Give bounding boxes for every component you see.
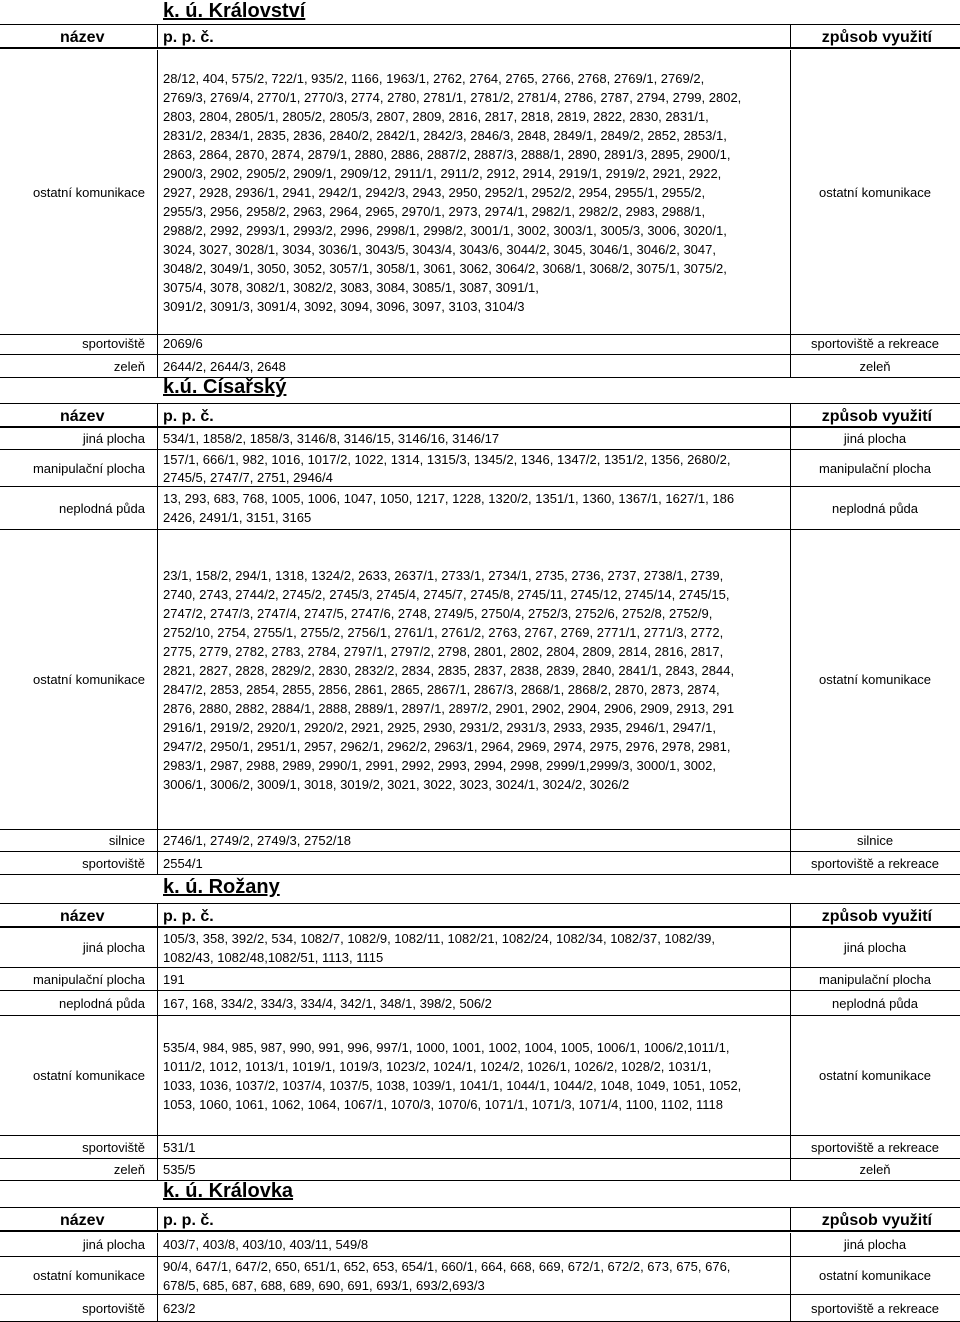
section-title: k. ú. Království (163, 0, 306, 22)
parcel-line: 2988/2, 2992, 2993/1, 2993/2, 2996, 2998/1, 2998/2, 3001/1, 3002, 3003/1, 3005/3, 3006, 3020/1, (163, 222, 727, 238)
column-divider (157, 1257, 158, 1294)
row-parcels (163, 530, 803, 829)
table-row (0, 830, 960, 852)
column-divider (790, 450, 791, 486)
row-usage: ostatní komunikace (818, 672, 931, 687)
row-name: manipulační plocha (32, 971, 145, 987)
column-divider (790, 991, 791, 1015)
parcel-line: 2554/1 (163, 855, 203, 871)
row-parcels (163, 852, 803, 874)
column-divider (790, 50, 791, 334)
parcel-line: 2752/10, 2754, 2755/1, 2755/2, 2756/1, 2761/1, 2761/2, 2763, 2767, 2769, 2771/1, 2771/3, 2772, (163, 624, 724, 640)
column-divider (790, 1136, 791, 1158)
header-name: název (60, 29, 105, 46)
row-parcels (163, 1016, 803, 1135)
column-divider (157, 333, 158, 354)
parcel-line: 2746/1, 2749/2, 2749/3, 2752/18 (163, 833, 351, 848)
parcel-line: 3091/2, 3091/3, 3091/4, 3092, 3094, 3096, 3097, 3103, 3104/3 (163, 298, 525, 314)
column-divider (790, 1016, 791, 1135)
column-divider (157, 1233, 158, 1256)
row-name: jiná plocha (82, 1237, 145, 1252)
column-divider (157, 968, 158, 990)
header-parcels: p. p. č. (163, 1212, 214, 1229)
row-usage: zeleň (859, 358, 891, 374)
column-divider (157, 530, 158, 829)
table-header (0, 24, 960, 49)
row-parcels (163, 1257, 803, 1294)
row-name: neplodná půda (58, 995, 145, 1011)
parcel-line: 2831/2, 2834/1, 2835, 2836, 2840/2, 2842/1, 2842/3, 2846/3, 2848, 2849/1, 2849/2, 2852, 2853/1, (163, 127, 727, 143)
parcel-line: 167, 168, 334/2, 334/3, 334/4, 342/1, 348/1, 398/2, 506/2 (163, 995, 492, 1011)
parcel-line: 28/12, 404, 575/2, 722/1, 935/2, 1166, 1963/1, 2762, 2764, 2765, 2766, 2768, 2769/1, 2769/2, (163, 70, 705, 86)
table-row (0, 530, 960, 830)
column-divider (157, 428, 158, 449)
column-divider (157, 50, 158, 334)
section-title: k. ú. Rožany (163, 876, 280, 898)
row-parcels (163, 968, 803, 990)
row-name: sportoviště (82, 1300, 145, 1316)
table-row (0, 1257, 960, 1295)
column-divider (157, 487, 158, 529)
parcel-line: 534/1, 1858/2, 1858/3, 3146/8, 3146/15, 3146/16, 3146/17 (163, 431, 500, 446)
column-divider (790, 428, 791, 449)
parcel-line: 2947/2, 2950/1, 2951/1, 2957, 2962/1, 2962/2, 2963/1, 2964, 2969, 2974, 2975, 2976, 2978, 2981, (163, 738, 731, 754)
parcel-line: 2916/1, 2919/2, 2920/1, 2920/2, 2921, 2925, 2930, 2931/2, 2931/3, 2933, 2935, 2946/1, 2947/1, (163, 719, 716, 735)
table-row (0, 1159, 960, 1181)
parcel-line: 623/2 (163, 1300, 196, 1316)
row-parcels (163, 1295, 803, 1321)
row-name: ostatní komunikace (32, 1268, 145, 1283)
column-divider (157, 830, 158, 851)
row-usage: sportoviště a rekreace (811, 1300, 939, 1316)
row-parcels (163, 928, 803, 967)
parcel-line: 1082/43, 1082/48,1082/51, 1113, 1115 (163, 949, 384, 965)
row-parcels (163, 333, 803, 354)
row-name: ostatní komunikace (32, 672, 145, 687)
table-row (0, 852, 960, 875)
parcel-line: 2803, 2804, 2805/1, 2805/2, 2805/3, 2807, 2809, 2816, 2817, 2818, 2819, 2822, 2830, 2831/1, (163, 108, 709, 124)
row-parcels (163, 355, 803, 377)
parcel-line: 191 (163, 971, 185, 987)
column-divider (790, 904, 791, 926)
table-header (0, 403, 960, 428)
column-divider (790, 1208, 791, 1230)
row-name: ostatní komunikace (32, 184, 145, 200)
table-row (0, 928, 960, 968)
header-usage: způsob využití (821, 908, 932, 925)
section-title: k. ú. Královka (163, 1180, 294, 1202)
column-divider (157, 25, 158, 47)
table-row (0, 1136, 960, 1159)
column-divider (790, 404, 791, 426)
table-row (0, 1233, 960, 1257)
column-divider (790, 1159, 791, 1180)
row-usage: ostatní komunikace (818, 1068, 931, 1083)
column-divider (157, 1295, 158, 1321)
parcel-line: 2747/2, 2747/3, 2747/4, 2747/5, 2747/6, 2748, 2749/5, 2750/4, 2752/3, 2752/6, 2752/8, 2752/9, (163, 605, 713, 621)
column-divider (790, 487, 791, 529)
parcel-line: 2955/3, 2956, 2958/2, 2963, 2964, 2965, 2970/1, 2973, 2974/1, 2982/1, 2982/2, 2983, 2988/1, (163, 203, 706, 219)
column-divider (157, 1208, 158, 1230)
column-divider (790, 968, 791, 990)
row-name: jiná plocha (82, 431, 145, 446)
parcel-line: 3024, 3027, 3028/1, 3034, 3036/1, 3043/5, 3043/4, 3043/6, 3044/2, 3045, 3046/1, 3046/2, 3047, (163, 241, 716, 257)
parcel-line: 2769/3, 2769/4, 2770/1, 2770/3, 2774, 2780, 2781/1, 2781/2, 2781/4, 2786, 2787, 2794, 2799, 2802, (163, 89, 742, 105)
column-divider (157, 904, 158, 926)
parcel-line: 105/3, 358, 392/2, 534, 1082/7, 1082/9, 1082/11, 1082/21, 1082/24, 1082/34, 1082/37, 1082/39, (163, 930, 716, 946)
row-usage: sportoviště a rekreace (811, 1139, 939, 1155)
column-divider (157, 928, 158, 967)
table-row (0, 355, 960, 378)
header-usage: způsob využití (821, 29, 932, 46)
row-usage: neplodná půda (831, 995, 919, 1011)
table-row (0, 1016, 960, 1136)
row-usage: ostatní komunikace (818, 184, 931, 200)
row-name: zeleň (113, 1162, 145, 1177)
column-divider (157, 1159, 158, 1180)
column-divider (790, 928, 791, 967)
column-divider (790, 852, 791, 874)
parcel-line: 2426, 2491/1, 3151, 3165 (163, 510, 312, 525)
column-divider (790, 530, 791, 829)
column-divider (790, 1257, 791, 1294)
parcel-line: 531/1 (163, 1139, 196, 1155)
column-divider (157, 355, 158, 377)
parcel-line: 535/5 (163, 1162, 196, 1177)
row-parcels (163, 991, 803, 1015)
table-row (0, 50, 960, 335)
row-name: neplodná půda (58, 500, 145, 516)
parcel-line: 90/4, 647/1, 647/2, 650, 651/1, 652, 653, 654/1, 660/1, 664, 668, 669, 672/1, 672/2, 673, 675, 676, (163, 1259, 731, 1274)
parcel-line: 2069/6 (163, 336, 203, 351)
parcel-line: 2847/2, 2853, 2854, 2855, 2856, 2861, 2865, 2867/1, 2867/3, 2868/1, 2868/2, 2870, 2873, 2874, (163, 681, 720, 697)
parcel-line: 1033, 1036, 1037/2, 1037/4, 1037/5, 1038, 1039/1, 1041/1, 1044/1, 1044/2, 1048, 1049, 1051, 1052, (163, 1077, 742, 1093)
parcel-line: 13, 293, 683, 768, 1005, 1006, 1047, 1050, 1217, 1228, 1320/2, 1351/1, 1360, 1367/1, 1627/1, 186 (163, 491, 735, 506)
table-row (0, 487, 960, 530)
column-divider (157, 1136, 158, 1158)
row-parcels (163, 450, 803, 486)
parcel-line: 1011/2, 1012, 1013/1, 1019/1, 1019/3, 1023/2, 1024/1, 1024/2, 1026/1, 1026/2, 1028/2, 1031/1, (163, 1058, 712, 1074)
header-parcels: p. p. č. (163, 29, 214, 46)
row-parcels (163, 487, 803, 529)
row-usage: sportoviště a rekreace (811, 855, 939, 871)
parcel-line: 2876, 2880, 2882, 2884/1, 2888, 2889/1, 2897/1, 2897/2, 2901, 2902, 2904, 2906, 2909, 2913, 291 (163, 700, 735, 716)
column-divider (790, 355, 791, 377)
row-usage: jiná plocha (843, 1237, 907, 1252)
table-header (0, 1207, 960, 1232)
header-parcels: p. p. č. (163, 908, 214, 925)
parcel-line: 3006/1, 3006/2, 3009/1, 3018, 3019/2, 3021, 3022, 3023, 3024/1, 3024/2, 3026/2 (163, 776, 630, 792)
table-row (0, 428, 960, 450)
column-divider (790, 25, 791, 47)
section-title: k.ú. Císařský (163, 376, 287, 398)
header-name: název (60, 408, 105, 425)
column-divider (157, 852, 158, 874)
table-row (0, 450, 960, 487)
column-divider (790, 1233, 791, 1256)
header-usage: způsob využití (821, 408, 932, 425)
table-row (0, 991, 960, 1016)
row-name: ostatní komunikace (32, 1068, 145, 1083)
row-parcels (163, 830, 803, 851)
row-usage: neplodná půda (831, 500, 919, 516)
parcel-line: 2863, 2864, 2870, 2874, 2879/1, 2880, 2886, 2887/2, 2887/3, 2888/1, 2890, 2891/3, 2895, 2900/1, (163, 146, 731, 162)
parcel-line: 2740, 2743, 2744/2, 2745/2, 2745/3, 2745/4, 2745/7, 2745/8, 2745/11, 2745/12, 2745/14, 2745/15, (163, 586, 730, 602)
parcel-line: 2644/2, 2644/3, 2648 (163, 358, 286, 374)
header-parcels: p. p. č. (163, 408, 214, 425)
column-divider (790, 333, 791, 354)
parcel-line: 535/4, 984, 985, 987, 990, 991, 996, 997/1, 1000, 1001, 1002, 1004, 1005, 1006/1, 1006/2,1011/1, (163, 1039, 730, 1055)
parcel-line: 3075/4, 3078, 3082/1, 3082/2, 3083, 3084, 3085/1, 3087, 3091/1, (163, 279, 539, 295)
header-usage: způsob využití (821, 1212, 932, 1229)
header-name: název (60, 908, 105, 925)
parcel-line: 23/1, 158/2, 294/1, 1318, 1324/2, 2633, 2637/1, 2733/1, 2734/1, 2735, 2736, 2737, 2738/1, 2739, (163, 567, 724, 583)
table-row (0, 968, 960, 991)
parcel-line: 1053, 1060, 1061, 1062, 1064, 1067/1, 1070/3, 1070/6, 1071/1, 1071/3, 1071/4, 1100, 1102, 1118 (163, 1096, 723, 1112)
column-divider (790, 830, 791, 851)
parcel-line: 2745/5, 2747/7, 2751, 2946/4 (163, 470, 333, 485)
row-name: manipulační plocha (32, 460, 145, 476)
parcel-line: 157/1, 666/1, 982, 1016, 1017/2, 1022, 1314, 1315/3, 1345/2, 1346, 1347/2, 1351/2, 1356, 2680/2, (163, 452, 731, 467)
parcel-line: 3048/2, 3049/1, 3050, 3052, 3057/1, 3058/1, 3061, 3062, 3064/2, 3068/1, 3068/2, 3075/1, 3075/2, (163, 260, 727, 276)
row-parcels (163, 1159, 803, 1180)
row-usage: jiná plocha (843, 940, 907, 955)
parcel-line: 2821, 2827, 2828, 2829/2, 2830, 2832/2, 2834, 2835, 2837, 2838, 2839, 2840, 2841/1, 2843, 2844, (163, 662, 735, 678)
row-parcels (163, 1233, 803, 1256)
column-divider (157, 991, 158, 1015)
column-divider (157, 1016, 158, 1135)
row-usage: sportoviště a rekreace (811, 336, 939, 351)
row-parcels (163, 428, 803, 449)
parcel-line: 678/5, 685, 687, 688, 689, 690, 691, 693/1, 693/2,693/3 (163, 1277, 485, 1293)
parcel-line: 403/7, 403/8, 403/10, 403/11, 549/8 (163, 1237, 369, 1252)
parcel-line: 2983/1, 2987, 2988, 2989, 2990/1, 2991, 2992, 2993, 2994, 2998, 2999/1,2999/3, 3000/1, 3002, (163, 757, 716, 773)
parcel-line: 2927, 2928, 2936/1, 2941, 2942/1, 2942/3, 2943, 2950, 2952/1, 2952/2, 2954, 2955/1, 2955/2, (163, 184, 706, 200)
parcel-line: 2775, 2779, 2782, 2783, 2784, 2797/1, 2797/2, 2798, 2801, 2802, 2804, 2809, 2814, 2816, 2817, (163, 643, 724, 659)
row-usage: ostatní komunikace (818, 1268, 931, 1283)
row-name: silnice (108, 833, 145, 848)
row-usage: manipulační plocha (818, 971, 932, 987)
column-divider (157, 404, 158, 426)
table-header (0, 903, 960, 928)
row-name: sportoviště (82, 1139, 145, 1155)
column-divider (790, 1295, 791, 1321)
row-usage: manipulační plocha (818, 460, 932, 476)
table-row (0, 1295, 960, 1322)
table-row (0, 333, 960, 355)
row-name: jiná plocha (82, 940, 145, 955)
row-usage: zeleň (859, 1162, 891, 1177)
row-name: sportoviště (82, 855, 145, 871)
header-name: název (60, 1212, 105, 1229)
column-divider (157, 450, 158, 486)
row-name: zeleň (113, 358, 145, 374)
row-usage: jiná plocha (843, 431, 907, 446)
row-parcels (163, 1136, 803, 1158)
row-name: sportoviště (82, 336, 145, 351)
parcel-line: 2900/3, 2902, 2905/2, 2909/1, 2909/12, 2911/1, 2911/2, 2912, 2914, 2919/1, 2919/2, 2921, 2922, (163, 165, 722, 181)
row-parcels (163, 50, 803, 334)
row-usage: silnice (856, 833, 894, 848)
